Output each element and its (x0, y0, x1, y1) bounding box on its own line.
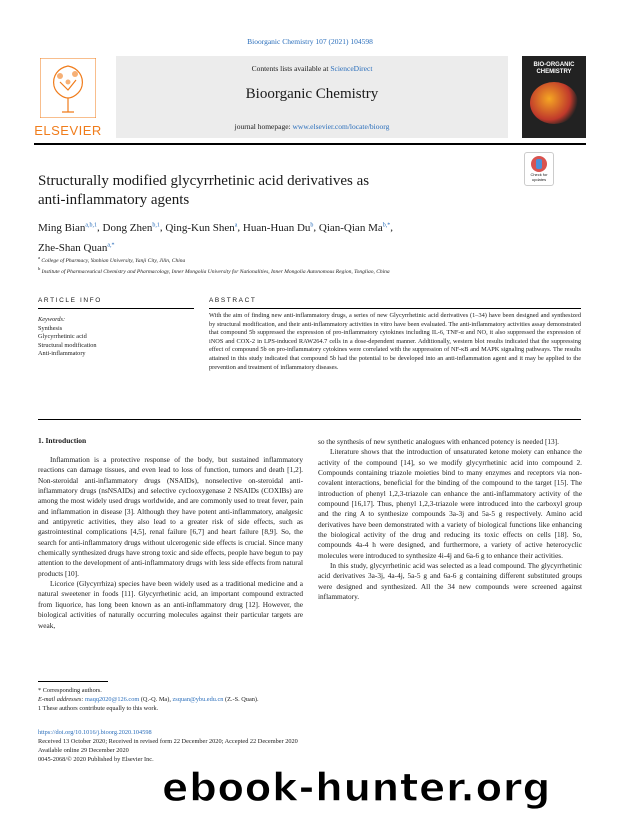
author[interactable]: Zhe-Shan Quan$^{a,*}$ (38, 242, 115, 255)
cover-art (530, 82, 578, 124)
header-divider (34, 143, 586, 145)
publication-info (38, 728, 398, 764)
check-updates-label: Check for updates (530, 172, 548, 182)
paragraph: Inflammation is a protective response of the body, but sustained inflammatory reactions can damage tissues, and even lead to loss of function, tumors and death [1,2]. Non-steroidal anti-inflammatory drugs (NSAIDs), nonselective on-steroidal anti-inflammatory drugs (nsNSAIDs) and selective cyclooxygenase 2 NSAIDs (COXIBs) are among the most widely used drugs worldwide, and are commonly used to treat fever, pain and inflammation in disease [3]. Although they have potent anti-inflammatory, analgesic and antipyretic activities, they also lead to a greater risk of side effects, such as gastrointestinal complications [4,5], renal failure [6,7] and heart failure [8,9]. So, the search for anti-inflammatory drugs without ulcerogenic side effects is crucial. Since many chemically synthesized drugs have strong toxic and side effects, people have begun to pay attention to the development of anti-inflammatory drugs with less side effects from natural products [10]. (38, 455, 303, 578)
section-heading-introduction: 1. Introduction (38, 436, 87, 445)
author[interactable]: Qing-Kun Shen$^a$ (165, 221, 238, 234)
author[interactable]: Ming Bian$^{a,b,1}$ (38, 221, 98, 234)
article-info-heading: ARTICLE INFO (38, 297, 102, 304)
sciencedirect-link[interactable]: ScienceDirect (330, 64, 373, 73)
author-affiliation-mark[interactable]: a,* (107, 242, 115, 249)
author-affiliation-mark[interactable]: a,b,1 (85, 222, 98, 228)
homepage-prefix: journal homepage: (234, 122, 293, 131)
journal-masthead (34, 56, 586, 140)
author[interactable]: Dong Zhen$^{b,1}$ (102, 221, 160, 234)
keyword: Synthesis (38, 324, 63, 332)
masthead-banner (116, 56, 508, 138)
paragraph: In this study, glycyrrhetinic acid was selected as a lead compound. The glycyrrhetinic acid derivatives 3a-3j, 4a-4j, 5a-5 g and 6a-6 g containing different substituted groups were designed and synthesized. All the 34 new compounds were screened against inflammatory. (318, 561, 582, 602)
watermark: ebook-hunter.org (162, 766, 551, 811)
contents-available-line (116, 64, 508, 73)
author[interactable]: Qian-Qian $Ma^{b,*}$ (318, 221, 391, 234)
paragraph: Licorice (Glycyrrhiza) species have been widely used as a traditional medicine and a natural sweetener in foods [11]. Glycyrrhetinic acid, an important compound extracted from liquorice, has long been known as an anti-inflammatory drug [12]. However, the biological activities of naturally occurring molecules against their particular targets are weak, (38, 579, 303, 630)
body-column-right (318, 437, 582, 603)
check-updates-icon (531, 156, 547, 172)
affiliation-item: $^b$ Institute of Pharmaceutical Chemistry and Pharmacology, Inner Mongolia University for Nationalities, Inner Mongolia Autonomous Region, Tongliao, China (38, 265, 390, 275)
elsevier-logo[interactable] (34, 58, 102, 138)
abstract-text: With the aim of finding new anti-inflammatory drugs, a series of new Glycyrrhetinic acid derivatives (1–34) have been designed and synthesized by structural modification, and their anti-inflammatory activities in vitro have been evaluated. The anti-inflammatory activities assay demonstrated that compound 5b suppressed the expression of pro-inflammatory cytokines including IL-6, TNF-α and NO, it also suppressed the expression of iNOS and COX-2 in LPS-induced RAW264.7 cells in a dose-dependent manner. Additionally, western blot results indicated that the suppressing effect of compound 5b on pro-inflammatory cytokines were correlated with the suppression of NF-κB and MAPK signaling pathways. The results attained in this study indicated that compound 5b had the potential to be developed into an anti-inflammation agent and it may be applied to the prevention and treatment of inflammatory diseases. (209, 312, 581, 371)
abstract-rule (209, 308, 581, 309)
affiliation-item: $^a$ College of Pharmacy, Yanbian University, Yanji City, Jilin, China (38, 255, 186, 264)
author-list: Ming Bian$^{a,b,1}$, Dong Zhen$^{b,1}$, Qing-Kun Shen$^a$, Huan-Huan Du$^b$, Qian-Qian $Ma^{b,*}$, Zhe-Shan Quan$^{a,*}$ (38, 221, 393, 255)
equal-contribution-note: 1 These authors contribute equally to this work. (38, 705, 159, 712)
paragraph: so the synthesis of new synthetic analogues with enhanced potency is needed [13]. (318, 437, 559, 446)
keywords-block (38, 316, 188, 359)
footnote-rule (38, 681, 108, 682)
corresponding-note: * Corresponding authors. (38, 687, 102, 694)
paragraph: Literature shows that the introduction of unsaturated ketone moiety can enhance the activity of the compound [14], so we modify glycyrrhetinic acid into compound 2. Compounds containing triazole moieties bind to many enzymes and receptors via non-covalent interactions, beneficial for the binding of the compound to the target [15]. The introduction of phenyl 1,2,3-triazole can enhance the anti-inflammatory activity of the compound [16,17]. Thus, phenyl 1,2,3-triazole were introduced into the carboxyl group and the ring A to synthesize compounds 3a-3j and 5a-5 g respectively. Amino acid derivatives have been demonstrated with a variety of biological functions like enhancing the biological activity of the drug and reducing its toxic effects on cells [18]. So, compounds 4a-4 h were designed, and furthermore, a variety of active heterocyclic molecules were introduced to synthesize 4i-4j and 6a-6 g to enhance their activities. (318, 447, 582, 560)
email-link[interactable]: maqq2020@126.com (85, 696, 140, 703)
abstract-end-rule (38, 419, 581, 420)
copyright: 0045-2068/© 2020 Published by Elsevier Inc. (38, 756, 154, 763)
author-affiliation-mark[interactable]: a (234, 222, 238, 228)
keyword: Anti-inflammatory (38, 350, 86, 358)
journal-name: Bioorganic Chemistry (245, 86, 379, 102)
article-info-rule (38, 308, 194, 309)
author[interactable]: Huan-Huan Du$^b$ (242, 221, 314, 234)
contents-prefix: Contents lists available at (251, 64, 331, 73)
article-title (38, 172, 478, 210)
title-line-2: anti-inflammatory agents (38, 192, 190, 208)
cover-title: BIO-ORGANIC CHEMISTRY (533, 62, 575, 75)
abstract-heading: ABSTRACT (209, 297, 257, 304)
affiliations (38, 254, 578, 276)
elsevier-tree-icon (40, 58, 96, 118)
doi-link[interactable]: https://doi.org/10.1016/j.bioorg.2020.104598 (38, 729, 152, 736)
keyword: Glycyrrhetinic acid (38, 333, 87, 341)
elsevier-wordmark: ELSEVIER (34, 123, 102, 138)
keywords-label: Keywords: (38, 316, 66, 323)
email-note: E-mail addresses: maqq2020@126.com (Q.-Q. Ma), zsquan@ybu.edu.cn (Z.-S. Quan). (38, 696, 259, 703)
footnotes (38, 686, 358, 713)
author-affiliation-mark[interactable]: b (310, 222, 314, 228)
available-online: Available online 29 December 2020 (38, 747, 129, 754)
journal-homepage-link[interactable]: www.elsevier.com/locate/bioorg (292, 122, 390, 131)
title-line-1: Structurally modified glycyrrhetinic acid derivatives as (38, 173, 370, 189)
email-link[interactable]: zsquan@ybu.edu.cn (172, 696, 224, 703)
author-affiliation-mark[interactable]: b,1 (152, 222, 160, 228)
journal-citation[interactable]: Bioorganic Chemistry 107 (2021) 104598 (247, 37, 373, 46)
author-affiliation-mark[interactable]: b,* (382, 222, 391, 228)
body-column-left (38, 455, 303, 631)
keyword: Structural modification (38, 341, 97, 349)
journal-homepage-line (116, 122, 508, 131)
journal-cover-image[interactable] (522, 56, 586, 138)
check-for-updates-badge[interactable] (524, 152, 554, 186)
received-dates: Received 13 October 2020; Received in revised form 22 December 2020; Accepted 22 December 2020 (38, 738, 298, 745)
